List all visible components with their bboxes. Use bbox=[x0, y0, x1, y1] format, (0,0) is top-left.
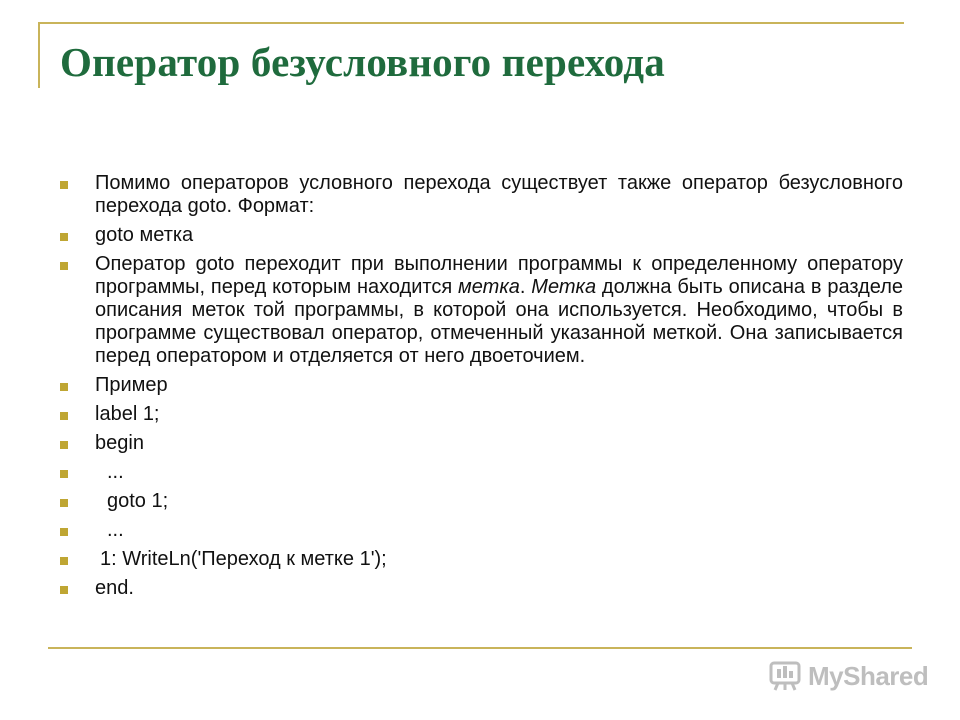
bottom-rule bbox=[48, 647, 912, 649]
slide-title: Оператор безусловного перехода bbox=[60, 39, 665, 85]
bullet-text: Пример bbox=[95, 374, 168, 396]
bullet-item bbox=[58, 548, 903, 571]
bullet-item bbox=[58, 432, 903, 455]
square-bullet-icon bbox=[60, 383, 68, 391]
square-bullet-icon bbox=[60, 181, 68, 189]
bullet-item bbox=[58, 253, 903, 368]
square-bullet-icon bbox=[60, 470, 68, 478]
watermark-text: MyShared bbox=[808, 660, 929, 691]
left-rule bbox=[38, 22, 40, 88]
bullet-list bbox=[58, 172, 903, 606]
bullet-item bbox=[58, 374, 903, 397]
square-bullet-icon bbox=[60, 499, 68, 507]
top-rule bbox=[40, 22, 904, 24]
bullet-item bbox=[58, 577, 903, 600]
code-line: end. bbox=[95, 577, 134, 599]
bullet-item bbox=[58, 403, 903, 426]
square-bullet-icon bbox=[60, 586, 68, 594]
square-bullet-icon bbox=[60, 557, 68, 565]
bullet-text: goto метка bbox=[95, 224, 194, 246]
emphasized-term: Метка bbox=[531, 276, 597, 298]
code-line: 1: WriteLn('Переход к метке 1'); bbox=[100, 548, 387, 570]
bullet-item bbox=[58, 224, 903, 247]
square-bullet-icon bbox=[60, 441, 68, 449]
code-line: ... bbox=[107, 461, 124, 483]
code-line: begin bbox=[95, 432, 144, 454]
bullet-item bbox=[58, 519, 903, 542]
square-bullet-icon bbox=[60, 528, 68, 536]
square-bullet-icon bbox=[60, 262, 68, 270]
bullet-text-part: . bbox=[519, 276, 532, 298]
code-line: label 1; bbox=[95, 403, 160, 425]
square-bullet-icon bbox=[60, 412, 68, 420]
bullet-item bbox=[58, 172, 903, 218]
code-line: ... bbox=[107, 519, 124, 541]
square-bullet-icon bbox=[60, 233, 68, 241]
emphasized-term: метка bbox=[458, 276, 520, 298]
bullet-item bbox=[58, 490, 903, 513]
myshared-logo-icon bbox=[768, 659, 802, 693]
bullet-item bbox=[58, 461, 903, 484]
watermark bbox=[768, 656, 928, 696]
bullet-text-part: Оператор goto переходит при выполнении программы к определенному оператору программы, перед которым находится bbox=[95, 253, 903, 298]
bullet-text-part: должна быть описана в разделе описания меток той программы, в которой она используется. Необходимо, чтобы в программе существовал оператор, отмеченный указанной меткой. Она записывается перед оператором и отделяется от него двоеточием. bbox=[95, 276, 903, 367]
bullet-text: Помимо операторов условного перехода существует также оператор безусловного перехода goto. Формат: bbox=[95, 172, 903, 217]
code-line: goto 1; bbox=[107, 490, 169, 512]
